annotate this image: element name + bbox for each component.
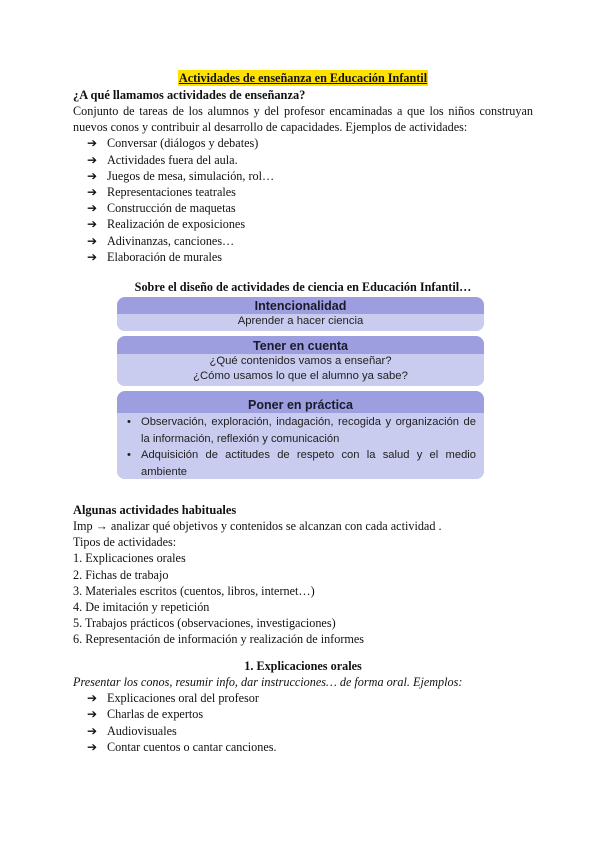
poner-en-practica-block <box>117 391 484 479</box>
block1-line: Aprender a hacer ciencia <box>237 315 364 327</box>
arrow-right-icon: ➔ <box>87 136 98 151</box>
arrow-right-icon: ➔ <box>87 185 98 200</box>
list-item: ➔ Juegos de mesa, simulación, rol… <box>87 168 275 183</box>
list-item: ➔ Adivinanzas, canciones… <box>87 233 235 248</box>
list-item: ➔ Representaciones teatrales <box>87 185 236 200</box>
list-item: 2. Fichas de trabajo <box>73 567 169 582</box>
list-item: ➔ Elaboración de murales <box>87 249 223 264</box>
arrow-right-icon: ➔ <box>87 201 98 216</box>
arrow-right-icon: ➔ <box>87 233 98 248</box>
list-item: 5. Trabajos prácticos (observaciones, investigaciones) <box>73 616 336 631</box>
list-item: ➔ Charlas de expertos <box>87 707 204 722</box>
list-item: 3. Materiales escritos (cuentos, libros, internet…) <box>73 583 315 598</box>
block2-line-1: ¿Qué contenidos vamos a enseñar? <box>209 355 392 367</box>
list-item: ➔ Explicaciones oral del profesor <box>87 691 259 706</box>
block1-title: Intencionalidad <box>254 299 347 313</box>
list-item: 1. Explicaciones orales <box>73 551 186 566</box>
arrow-right-icon: ➔ <box>87 723 98 738</box>
intencionalidad-block <box>117 297 484 331</box>
list-item: 6. Representación de información y realización de informes <box>73 632 365 647</box>
section3-heading: 1. Explicaciones orales <box>244 659 362 673</box>
section2-heading: Algunas actividades habituales <box>73 503 237 517</box>
imp-line: Imp → analizar qué objetivos y contenidos se alcanzan con cada actividad . <box>73 519 442 533</box>
types-label: Tipos de actividades: <box>73 535 177 550</box>
arrow-right-icon: ➔ <box>87 691 98 706</box>
list-item: ➔ Audiovisuales <box>87 723 177 738</box>
document-title: Actividades de enseñanza en Educación Infantil <box>178 71 428 85</box>
diagram-heading: Sobre el diseño de actividades de ciencia en Educación Infantil… <box>134 280 472 295</box>
section3-intro: Presentar los conos, resumir info, dar instrucciones… de forma oral. Ejemplos: <box>73 675 463 689</box>
list-item: ➔ Contar cuentos o cantar canciones. <box>87 739 277 754</box>
section2 <box>73 502 533 648</box>
arrow-right-icon: ➔ <box>87 707 98 722</box>
title-wrap <box>73 70 533 87</box>
list-item: ➔ Realización de exposiciones <box>87 217 246 232</box>
block2-title: Tener en cuenta <box>253 339 348 353</box>
arrow-right-icon: ➔ <box>87 739 98 754</box>
bullet-item: • Observación, exploración, indagación, recogida y organización de la información, reflexión y comunicación <box>125 414 476 447</box>
section3-list <box>73 690 533 755</box>
block3-bullets <box>125 414 476 480</box>
science-design-diagram <box>117 297 484 479</box>
arrow-right-icon: ➔ <box>87 152 98 167</box>
list-item: 4. De imitación y repetición <box>73 600 210 615</box>
arrow-right-icon: ➔ <box>87 168 98 183</box>
section1-paragraph: Conjunto de tareas de los alumnos y del profesor encaminadas a que los niños construyan nuevos conos y contribuir al desarrollo de capacidades. Ejemplos de actividades: <box>73 104 533 135</box>
list-item: ➔ Actividades fuera del aula. <box>87 152 238 167</box>
arrow-right-icon: ➔ <box>87 217 98 232</box>
section1-heading: ¿A qué llamamos actividades de enseñanza? <box>73 88 306 102</box>
section3 <box>73 658 533 755</box>
block3-title: Poner en práctica <box>248 398 353 412</box>
block2-line-2: ¿Cómo usamos lo que el alumno ya sabe? <box>193 370 408 382</box>
list-item: ➔ Construcción de maquetas <box>87 201 236 216</box>
tener-en-cuenta-block <box>117 336 484 386</box>
list-item: ➔ Conversar (diálogos y debates) <box>87 136 259 151</box>
bullet-item: • Adquisición de actitudes de respeto con la salud y el medio ambiente <box>125 447 476 480</box>
section1-list <box>73 135 533 265</box>
document-body <box>73 70 533 295</box>
arrow-right-icon: ➔ <box>87 249 98 264</box>
